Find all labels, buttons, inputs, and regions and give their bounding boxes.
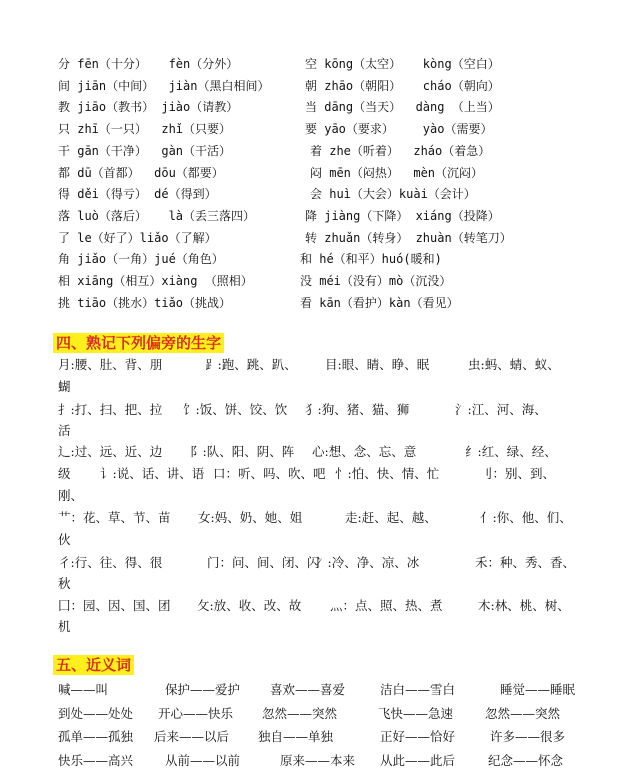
polyphone-entry: 只 zhī（一只） zhǐ（只要） xyxy=(58,122,232,137)
synonym-pair: 原来——本来 xyxy=(280,752,356,768)
section-4-heading: 四、熟记下列偏旁的生字 xyxy=(53,333,224,353)
synonym-pair: 孤单——孤独 xyxy=(58,729,134,744)
synonym-pair: 飞快——急速 xyxy=(378,705,454,721)
radical-group: 秋 xyxy=(58,576,71,591)
synonym-pair: 开心——快乐 xyxy=(158,705,234,721)
synonym-pair: 喜欢——喜爱 xyxy=(270,682,346,697)
polyphone-entry: 和 hé（和平）huó(暖和) xyxy=(300,252,442,267)
radical-group: 灬：点、照、热、煮 xyxy=(330,598,443,613)
synonym-pair: 后来——以后 xyxy=(154,729,230,744)
radical-group: 刂：别、到、 xyxy=(480,466,556,481)
radical-group: 木:林、桃、树、 xyxy=(478,598,570,613)
polyphone-entry: 转 zhuǎn（转身） zhuàn（转笔刀） xyxy=(305,230,512,245)
radical-group: 犭:狗、猪、猫、狮 xyxy=(305,402,410,417)
polyphone-entry: 降 jiàng（下降） xiáng（投降） xyxy=(305,208,500,223)
radical-group: 饣:饭、饼、饺、饮 xyxy=(183,402,288,417)
synonym-pair: 忽然——突然 xyxy=(262,705,338,721)
polyphone-entry: 得 děi（得亏） dé（得到） xyxy=(58,187,217,202)
radical-group: 级 xyxy=(58,466,71,481)
radical-group: 走:赶、起、越、 xyxy=(345,510,437,525)
synonym-pair: 保护——爱护 xyxy=(165,682,241,697)
radical-group: 阝:队、阳、阴、阵 xyxy=(190,444,295,459)
radical-group: 扌:打、扫、把、拉 xyxy=(58,402,163,417)
radical-group: 目:眼、睛、睁、眠 xyxy=(325,357,430,372)
synonym-pair: 洁白——雪白 xyxy=(380,682,456,697)
synonym-pair: 从此——此后 xyxy=(380,752,456,768)
polyphone-entry: 当 dāng（当天） dàng （上当） xyxy=(305,100,500,115)
synonym-pair: 纪念——怀念 xyxy=(488,752,564,768)
polyphone-entry: 闷 mēn（闷热） mèn（沉闷） xyxy=(310,165,484,180)
radical-group: ⻊:跑、跳、趴、 xyxy=(205,357,297,372)
synonym-pair: 到处——处处 xyxy=(58,705,134,721)
radical-group: 门：问、间、闭、闪 xyxy=(207,555,320,570)
polyphone-entry: 相 xiāng（相互）xiàng （照相） xyxy=(58,274,253,288)
radical-group: 氵:江、河、海、 xyxy=(455,402,547,417)
radical-group: 女:妈、奶、她、姐 xyxy=(198,510,303,525)
synonym-pair: 快乐——高兴 xyxy=(58,752,134,768)
radical-group: 蝴 xyxy=(58,379,71,394)
polyphone-entry: 挑 tiāo（挑水）tiǎo（挑战） xyxy=(58,295,232,310)
synonym-pair: 从前——以前 xyxy=(165,752,241,768)
polyphone-entry: 分 fēn（十分） fèn（分外） xyxy=(58,57,239,71)
radical-group: 伙 xyxy=(58,532,71,547)
polyphone-entry: 间 jiān（中间） jiàn（黑白相间） xyxy=(58,78,270,93)
synonym-pair: 睡觉——睡眠 xyxy=(500,682,576,697)
polyphone-entry: 看 kān（看护）kàn（看见） xyxy=(300,295,459,310)
polyphone-entry: 空 kōng（太空） kòng（空白） xyxy=(305,57,500,71)
polyphone-entry: 朝 zhāo（朝阳） cháo（朝向） xyxy=(305,78,500,93)
radical-group: 攵:放、收、改、故 xyxy=(197,598,302,613)
polyphone-entry: 落 luò（落后） là（丢三落四） xyxy=(58,208,256,223)
radical-group: 纟:红、绿、经、 xyxy=(465,444,557,459)
radical-group: 机 xyxy=(58,619,71,634)
radical-group: 冫:冷、净、凉、冰 xyxy=(315,555,420,570)
radical-group: 忄:怕、快、情、忙 xyxy=(335,466,440,481)
radical-group: 月:腰、肚、背、朋 xyxy=(58,357,163,372)
synonym-pair: 喊——叫 xyxy=(58,682,109,697)
radical-group: 虫:蚂、蜻、蚁、 xyxy=(468,357,560,372)
polyphone-entry: 没 méi（没有）mò（沉没） xyxy=(300,274,452,288)
radical-group: 口：听、吗、吹、吧 xyxy=(213,466,326,481)
polyphone-entry: 都 dū（首都） dōu（都要） xyxy=(58,165,224,180)
radical-group: 心:想、念、忘、意 xyxy=(312,444,417,459)
radical-group: 彳:行、往、得、很 xyxy=(58,555,163,570)
radical-group: 禾：种、秀、香、 xyxy=(475,555,576,570)
polyphone-entry: 会 huì（大会）kuài（会计） xyxy=(310,187,476,202)
polyphone-entry: 干 gān（干净） gàn（干活） xyxy=(58,143,232,158)
synonym-pair: 忽然——突然 xyxy=(485,705,561,721)
radical-group: 刚、 xyxy=(58,488,84,503)
polyphone-entry: 角 jiǎo（一角）jué（角色） xyxy=(58,252,224,267)
section-5-heading: 五、近义词 xyxy=(53,655,134,675)
polyphone-entry: 了 le（好了）liǎo（了解） xyxy=(58,230,217,245)
polyphone-entry: 着 zhe（听着） zháo（着急） xyxy=(310,143,491,158)
synonym-pair: 独自——单独 xyxy=(258,729,334,744)
radical-group: 艹：花、草、节、苗 xyxy=(58,510,171,525)
radical-group: 活 xyxy=(58,423,71,438)
synonym-pair: 许多——很多 xyxy=(490,729,566,744)
polyphone-entry: 教 jiāo（教书） jiào（请教） xyxy=(58,100,239,115)
radical-group: 囗：园、因、国、团 xyxy=(58,598,171,613)
radical-group: 亻:你、他、们、 xyxy=(480,510,572,525)
radical-group: 讠:说、话、讲、语 xyxy=(100,466,205,481)
polyphone-entry: 要 yāo（要求） yào（需要） xyxy=(305,122,493,137)
radical-group: 辶:过、远、近、边 xyxy=(58,444,163,459)
synonym-pair: 正好——恰好 xyxy=(380,729,456,744)
